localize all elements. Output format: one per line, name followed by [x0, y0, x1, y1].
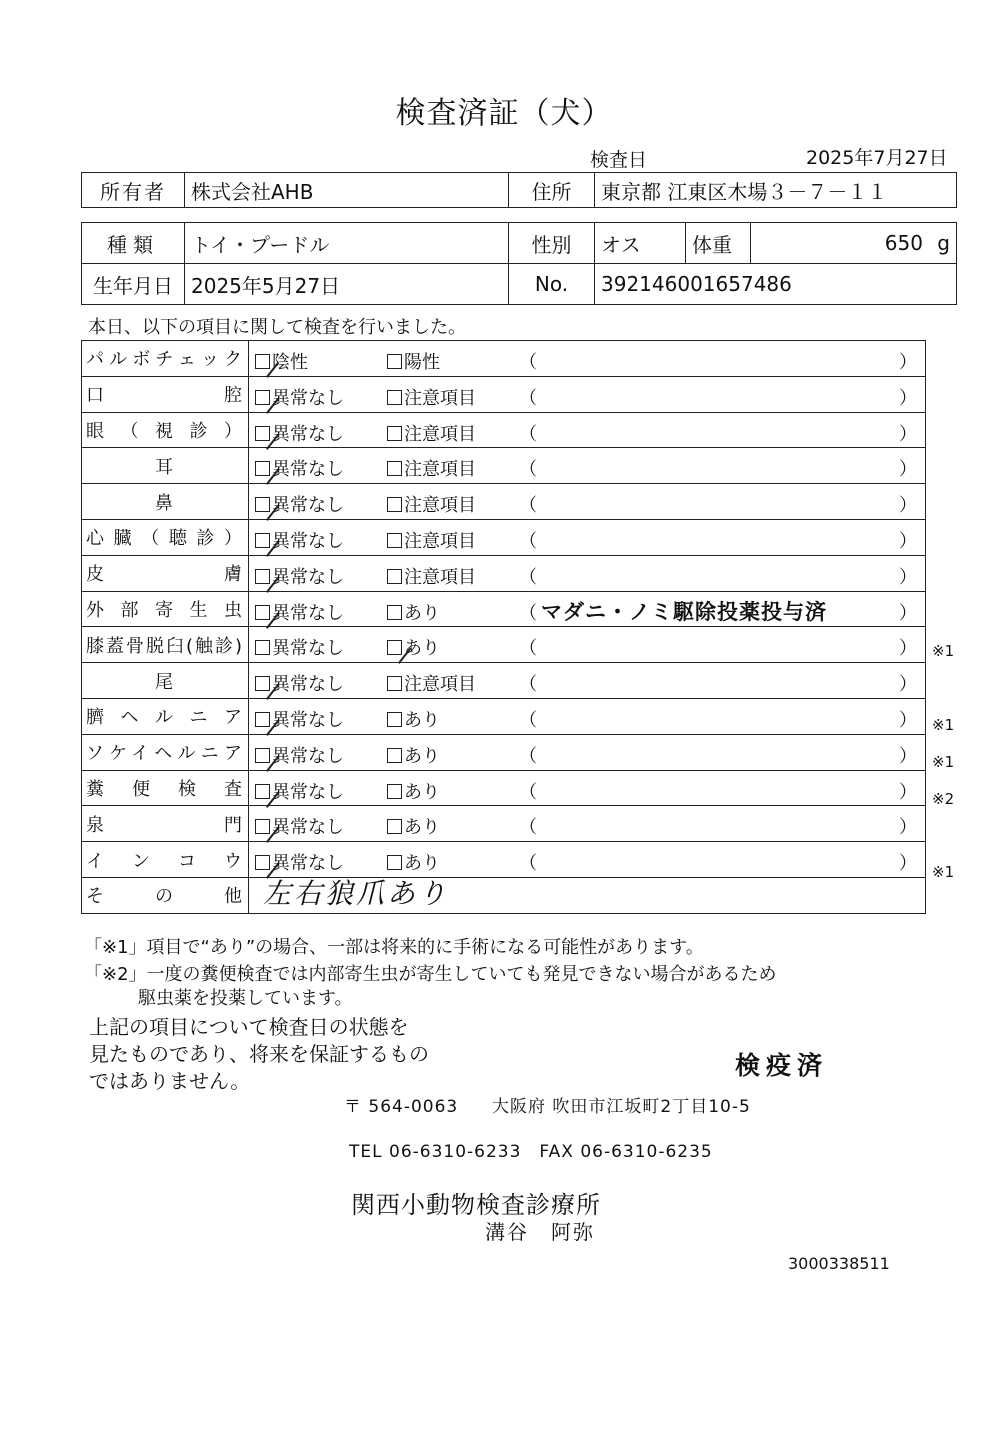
checkbox-icon[interactable]	[387, 426, 402, 441]
option-label: 陰性	[272, 352, 309, 373]
paren-open: （	[519, 387, 538, 409]
clinic-name: 関西小動物検査診療所	[351, 1191, 601, 1219]
option-label: あり	[404, 638, 441, 660]
checkbox-icon[interactable]	[255, 497, 270, 512]
inspection-item-name: 耳	[82, 448, 249, 484]
inspection-item-name: ソケイヘルニア	[82, 734, 249, 770]
inspection-result-cell	[249, 448, 926, 484]
option-normal[interactable]	[255, 348, 308, 374]
option-label: 異常なし	[272, 638, 345, 660]
inspection-row	[82, 412, 926, 448]
paren-open: （	[519, 352, 538, 373]
owner-label: 所有者	[82, 173, 185, 208]
option-abnormal[interactable]	[387, 813, 440, 839]
inspection-table	[81, 340, 926, 914]
inspection-result-cell	[249, 698, 926, 734]
option-normal[interactable]	[255, 420, 344, 446]
option-abnormal[interactable]	[387, 527, 476, 553]
weight-unit: g	[937, 231, 950, 255]
option-label: あり	[404, 602, 441, 624]
no-label: No.	[509, 264, 595, 305]
paren-close: ）	[899, 495, 917, 517]
option-label: 異常なし	[272, 853, 345, 875]
disclaimer	[89, 1014, 429, 1095]
paren-open: （	[519, 530, 538, 552]
serial-number: 3000338511	[788, 1254, 890, 1273]
option-label: 注意項目	[404, 530, 477, 552]
checkbox-icon[interactable]	[255, 748, 270, 763]
inspection-row	[82, 698, 926, 734]
option-normal[interactable]	[255, 706, 344, 732]
owner-address: 東京都 江東区木場３－７－１１	[595, 173, 957, 208]
option-normal[interactable]	[255, 778, 344, 804]
option-label: あり	[404, 781, 441, 803]
inspection-result-cell	[249, 591, 926, 627]
page-title: 検査済証（犬）	[395, 96, 613, 131]
paren-close: ）	[899, 387, 917, 409]
inspection-item-name: 皮膚	[82, 555, 249, 591]
exam-date-label: 検査日	[590, 149, 648, 171]
paren-open: （	[519, 745, 538, 767]
inspection-item-name: 糞便検査	[82, 770, 249, 806]
checkbox-icon[interactable]	[255, 605, 270, 620]
paren-close: ）	[899, 602, 917, 624]
inspection-row-other	[82, 877, 926, 913]
breed-label: 種類	[82, 223, 185, 264]
option-abnormal[interactable]	[387, 778, 440, 804]
checkbox-icon[interactable]	[387, 855, 402, 870]
option-abnormal[interactable]	[387, 742, 440, 768]
option-label: 異常なし	[272, 709, 345, 731]
paren-open: （	[519, 423, 538, 445]
option-label: あり	[404, 709, 441, 731]
checkbox-icon[interactable]	[255, 390, 270, 405]
checkbox-icon[interactable]	[387, 569, 402, 584]
paren-open: （	[519, 781, 538, 803]
inspection-row	[82, 627, 926, 663]
inspection-row	[82, 448, 926, 484]
inspection-row	[82, 341, 926, 377]
disclaimer-line: 見たものであり、将来を保証するもの	[89, 1042, 429, 1066]
option-normal[interactable]	[255, 634, 344, 660]
option-abnormal[interactable]	[387, 670, 476, 696]
option-normal[interactable]	[255, 599, 344, 625]
inspection-result-cell	[249, 663, 926, 699]
weight-value: 650	[884, 231, 923, 255]
paren-close: ）	[899, 530, 917, 552]
inspection-result-cell	[249, 376, 926, 412]
exam-date-value: 2025年7月27日	[806, 147, 948, 169]
paren-close: ）	[899, 459, 917, 481]
inspection-result-cell	[249, 627, 926, 663]
checkbox-icon[interactable]	[387, 497, 402, 512]
footnote-mark: ※1	[932, 752, 955, 771]
option-label: 注意項目	[404, 423, 477, 445]
paren-open: （	[519, 495, 538, 517]
option-label: あり	[404, 853, 441, 875]
paren-close: ）	[899, 853, 917, 875]
inspection-result-cell	[249, 555, 926, 591]
inspection-row	[82, 770, 926, 806]
option-label: 陽性	[404, 352, 441, 373]
checkbox-icon[interactable]	[387, 605, 402, 620]
option-label: 注意項目	[404, 459, 477, 481]
paren-open: （	[519, 817, 538, 839]
inspection-result-cell	[249, 341, 926, 377]
sex-label: 性別	[509, 223, 595, 264]
clinic-phone-fax: TEL 06-6310-6233 FAX 06-6310-6235	[349, 1142, 713, 1162]
no-value: 392146001657486	[595, 264, 957, 305]
footnote-mark: ※2	[932, 789, 955, 808]
option-abnormal[interactable]	[387, 599, 440, 625]
checkbox-icon[interactable]	[387, 676, 402, 691]
paren-open: （	[519, 602, 538, 624]
doctor-name: 溝谷 阿弥	[485, 1220, 595, 1244]
quarantine-stamp: 検疫済	[735, 1051, 829, 1080]
inspection-item-name: 臍ヘルニア	[82, 698, 249, 734]
inspection-item-name: インコウ	[82, 842, 249, 878]
inspection-row	[82, 591, 926, 627]
checkbox-icon[interactable]	[387, 390, 402, 405]
inspection-row	[82, 519, 926, 555]
checkbox-icon[interactable]	[387, 461, 402, 476]
option-label: 異常なし	[272, 674, 345, 696]
footnote-2b: 駆虫薬を投薬しています。	[138, 988, 353, 1009]
checkbox-icon[interactable]	[255, 354, 270, 369]
inspection-row	[82, 555, 926, 591]
option-label: 異常なし	[272, 566, 345, 588]
option-label: 異常なし	[272, 495, 345, 517]
option-normal[interactable]	[255, 527, 344, 553]
sex-value: オス	[595, 223, 686, 264]
paren-open: （	[519, 566, 538, 588]
option-label: あり	[404, 745, 441, 767]
option-label: 異常なし	[272, 745, 345, 767]
option-abnormal[interactable]	[387, 420, 476, 446]
inspection-item-name: 尾	[82, 663, 249, 699]
option-label: 注意項目	[404, 566, 477, 588]
option-label: あり	[404, 817, 441, 839]
paren-open: （	[519, 853, 538, 875]
option-normal[interactable]	[255, 491, 344, 517]
owner-value: 株式会社AHB	[185, 173, 509, 208]
option-label: 異常なし	[272, 602, 345, 624]
weight-cell	[751, 223, 957, 264]
inspection-result-cell	[249, 806, 926, 842]
inspection-item-name: 口腔	[82, 376, 249, 412]
inspection-result-cell	[249, 519, 926, 555]
inspection-item-name: 外部寄生虫	[82, 591, 249, 627]
inspection-row	[82, 806, 926, 842]
other-cell	[249, 877, 926, 913]
disclaimer-line: 上記の項目について検査日の状態を	[89, 1015, 409, 1039]
inspection-result-cell	[249, 484, 926, 520]
paren-close: ）	[899, 638, 917, 660]
checkbox-icon[interactable]	[255, 784, 270, 799]
inspection-row	[82, 842, 926, 878]
address-label: 住所	[509, 173, 595, 208]
option-abnormal[interactable]	[387, 706, 440, 732]
weight-label: 体重	[686, 223, 751, 264]
dob-label: 生年月日	[82, 264, 185, 305]
pet-table	[81, 222, 957, 305]
option-normal[interactable]	[255, 813, 344, 839]
inspection-row	[82, 734, 926, 770]
footnote-1: 「※1」項目で“あり”の場合、一部は将来的に手術になる可能性があります。	[84, 937, 704, 958]
option-abnormal[interactable]	[387, 491, 476, 517]
inspection-row	[82, 484, 926, 520]
option-abnormal[interactable]	[387, 384, 476, 410]
inspection-result-cell	[249, 734, 926, 770]
paren-open: （	[519, 459, 538, 481]
checkbox-icon[interactable]	[387, 533, 402, 548]
paren-close: ）	[899, 423, 917, 445]
footnote-mark: ※1	[932, 716, 955, 734]
option-label: 異常なし	[272, 459, 345, 481]
option-label: 異常なし	[272, 423, 345, 445]
paren-open: （	[519, 638, 538, 660]
paren-close: ）	[899, 352, 917, 373]
paren-open: （	[519, 674, 538, 696]
checkbox-icon[interactable]	[387, 784, 402, 799]
paren-close: ）	[899, 781, 917, 803]
checkbox-icon[interactable]	[255, 533, 270, 548]
paren-close: ）	[899, 674, 917, 696]
checkbox-icon[interactable]	[387, 640, 402, 655]
disclaimer-line: ではありません。	[89, 1069, 251, 1093]
option-normal[interactable]	[255, 455, 344, 481]
inspection-item-name: 鼻	[82, 484, 249, 520]
breed-value: トイ・プードル	[185, 223, 509, 264]
checkbox-icon[interactable]	[255, 461, 270, 476]
paren-close: ）	[899, 745, 917, 767]
option-normal[interactable]	[255, 384, 344, 410]
checkbox-icon[interactable]	[387, 819, 402, 834]
paren-close: ）	[899, 709, 917, 731]
paren-close: ）	[899, 817, 917, 839]
paren-close: ）	[899, 566, 917, 588]
checkbox-icon[interactable]	[255, 712, 270, 727]
inspection-result-cell	[249, 412, 926, 448]
intro-text: 本日、以下の項目に関して検査を行いました。	[88, 317, 466, 338]
option-label: 異常なし	[272, 387, 345, 409]
checkbox-icon[interactable]	[255, 569, 270, 584]
clinic-address: 大阪府 吹田市江坂町2丁目10-5	[492, 1097, 751, 1117]
option-label: 異常なし	[272, 530, 345, 552]
checkbox-icon[interactable]	[387, 354, 402, 369]
inspection-row	[82, 663, 926, 699]
option-label: 異常なし	[272, 781, 345, 803]
inspection-item-name: パルボチェック	[82, 341, 249, 377]
option-abnormal[interactable]	[387, 563, 476, 589]
checkbox-icon[interactable]	[255, 426, 270, 441]
checkbox-icon[interactable]	[387, 748, 402, 763]
footnote-2a: 「※2」一度の糞便検査では内部寄生虫が寄生していても発見できない場合があるため	[84, 964, 777, 985]
inspection-note: マダニ・ノミ駆除投薬投与済	[541, 599, 828, 624]
owner-table	[81, 172, 957, 208]
option-abnormal[interactable]	[387, 634, 440, 660]
inspection-result-cell	[249, 770, 926, 806]
inspection-row	[82, 376, 926, 412]
checkbox-icon[interactable]	[255, 819, 270, 834]
dob-value: 2025年5月27日	[185, 264, 509, 305]
option-label: 異常なし	[272, 817, 345, 839]
checkbox-icon[interactable]	[255, 676, 270, 691]
option-abnormal[interactable]	[387, 455, 476, 481]
option-label: 注意項目	[404, 674, 477, 696]
inspection-item-name: 膝蓋骨脱臼(触診)	[82, 627, 249, 663]
checkbox-icon[interactable]	[387, 712, 402, 727]
paren-open: （	[519, 709, 538, 731]
checkbox-icon[interactable]	[255, 855, 270, 870]
inspection-item-name: 心臓（聴診）	[82, 519, 249, 555]
handwritten-note: 左右狼爪あり	[263, 876, 450, 910]
option-abnormal[interactable]	[387, 348, 440, 374]
checkbox-icon[interactable]	[255, 640, 270, 655]
footnote-mark: ※1	[932, 863, 955, 882]
option-label: 注意項目	[404, 495, 477, 517]
option-label: 注意項目	[404, 387, 477, 409]
postal-code: 〒 564-0063	[344, 1097, 459, 1117]
option-normal[interactable]	[255, 563, 344, 589]
other-label: その他	[82, 877, 249, 913]
footnote-mark: ※1	[932, 642, 955, 661]
option-normal[interactable]	[255, 742, 344, 768]
inspection-item-name: 泉門	[82, 806, 249, 842]
inspection-item-name: 眼（視診）	[82, 412, 249, 448]
option-normal[interactable]	[255, 670, 344, 696]
